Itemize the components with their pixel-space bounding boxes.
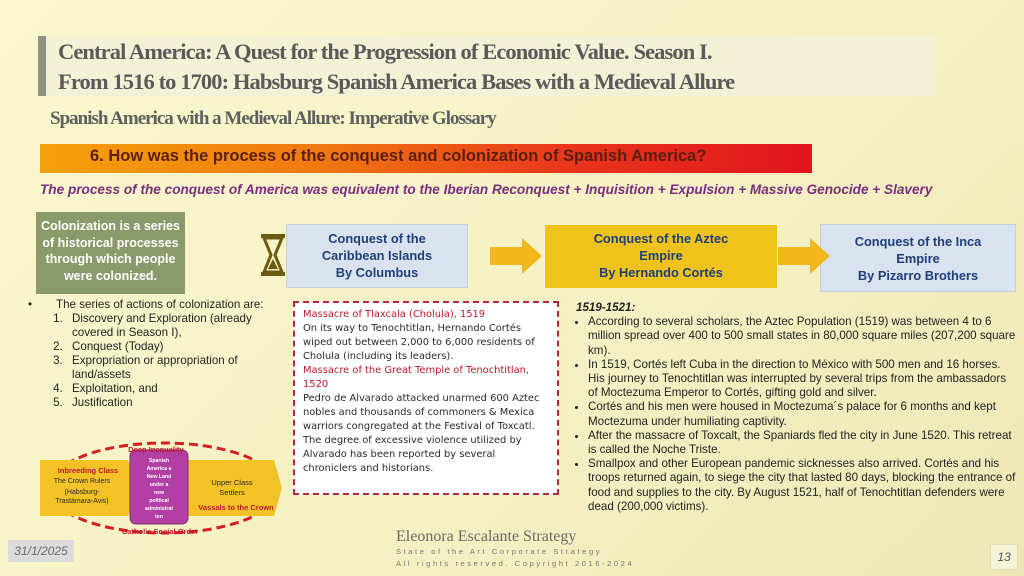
series-intro: The series of actions of colonization are:	[56, 298, 264, 311]
timeline-notes	[576, 301, 1016, 514]
slide-title-line2: From 1516 to 1700: Habsburg Spanish America Bases with a Medieval Allure	[58, 69, 735, 94]
massacre-body: Pedro de Alvarado attacked unarmed 600 Aztec nobles and thousands of commoners & Mexica warriors congregated at the Festival of Toxcatl. The degree of excessive violence utilized by Alvarado has been reported by several chroniclers and historians.	[303, 393, 540, 474]
flow-step-line: Empire	[896, 251, 940, 266]
list-item: 3. Expropriation or appropriation of land/assets	[66, 354, 282, 382]
brand-name: Eleonora Escalante Strategy	[396, 528, 577, 545]
massacre-title: Massacre of Tlaxcala (Cholula), 1519	[303, 309, 486, 320]
timeline-heading: 1519-1521:	[576, 301, 636, 314]
left-label: Inbreeding Class	[57, 466, 119, 475]
bottom-label: Catholic Social Order	[121, 527, 199, 536]
right-box-line: Settlers	[219, 488, 245, 497]
slide-date: 31/1/2025	[8, 540, 74, 562]
flow-step-line: Conquest of the Inca	[854, 234, 982, 249]
center-line: Spanish	[148, 458, 170, 464]
massacre-notes-box	[293, 301, 559, 495]
center-line: under a	[149, 482, 169, 488]
left-box-line: Trastámara-Avis)	[55, 498, 109, 505]
massacre-body: On its way to Tenochtitlan, Hernando Cortés wiped out between 2,000 to 6,000 residents of Cholula (including its leaders).	[303, 323, 535, 362]
left-box-line: (Habsburg-	[64, 489, 100, 496]
flow-step-line: By Columbus	[335, 265, 419, 280]
hourglass-icon	[260, 233, 286, 277]
top-label: Deep Inequality	[128, 445, 184, 454]
list-item: • Cortés and his men were housed in Moctezuma´s palace for 6 months and kept Moctezuma under humiliating captivity.	[588, 400, 1016, 428]
right-label: Vassals to the Crown	[198, 503, 274, 512]
flow-step-aztec	[545, 225, 777, 288]
flow-step-line: Empire	[639, 248, 683, 263]
center-line: America a	[146, 466, 172, 472]
list-item: 1. Discovery and Exploration (already covered in Season I),	[66, 312, 282, 340]
list-item: 4. Exploitation, and	[66, 382, 282, 396]
bullet-icon: •	[28, 298, 33, 311]
center-line: ion	[155, 514, 163, 520]
right-arrow-icon	[778, 238, 830, 274]
title-accent-bar	[38, 36, 46, 96]
question-text: 6. How was the process of the conquest and colonization of Spanish America?	[90, 147, 707, 165]
colonization-definition-box: Colonization is a series of historical processes through which people were colonized.	[36, 212, 185, 294]
center-line: political	[149, 498, 169, 504]
flow-step-line: By Pizarro Brothers	[857, 268, 979, 283]
flow-step-line: Caribbean Islands	[321, 248, 433, 263]
left-box-line: The Crown Rulers	[53, 478, 111, 485]
flow-step-inca	[820, 224, 1016, 292]
copyright-notice: All rights reserved. Copyright 2016-2024	[396, 559, 635, 568]
massacre-title: Massacre of the Great Temple of Tenochtitlan, 1520	[303, 365, 530, 390]
list-item: • In 1519, Cortés left Cuba in the direction to México with 500 men and 16 horses. His journey to Tenochtitlan was interrupted by several trips from the ambassadors of Moctezuma Emperor to Cortés, gifting gold and silver.	[588, 358, 1016, 401]
center-line: administrat	[145, 506, 173, 512]
center-line: new	[153, 490, 165, 496]
brand-tagline: State of the Art Corporate Strategy	[396, 547, 603, 556]
intro-statement: The process of the conquest of America was equivalent to the Iberian Reconquest + Inquisition + Expulsion + Massive Genocide + Slavery	[40, 182, 933, 197]
right-box-line: Upper Class	[211, 478, 253, 487]
list-item: • After the massacre of Toxcalt, the Spaniards fled the city in June 1520. This retreat is called the Noche Triste.	[588, 429, 1016, 457]
list-item: • Smallpox and other European pandemic sicknesses also arrived. Cortés and his troops returned again, to siege the city that lasted 80 days, blocking the entrance of food and supplies to the city. By August 1521, half of Tenochtitlan defenders were dead (200,000 victims).	[588, 457, 1016, 514]
list-item: 2. Conquest (Today)	[66, 340, 282, 354]
flow-step-line: Conquest of the	[328, 231, 426, 246]
slide-title-line1: Central America: A Quest for the Progression of Economic Value. Season I.	[58, 39, 712, 64]
page-number: 13	[990, 544, 1018, 570]
list-item: 5. Justification	[66, 396, 282, 410]
flow-step-line: Conquest of the Aztec	[593, 231, 729, 246]
center-line: New Land	[146, 474, 172, 480]
slide-subtitle: Spanish America with a Medieval Allure: Imperative Glossary	[50, 108, 496, 129]
flow-step-caribbean	[286, 224, 468, 288]
colonization-actions-list	[20, 298, 282, 410]
right-arrow-icon	[490, 238, 542, 274]
list-item: • According to several scholars, the Aztec Population (1519) was between 4 to 6 million spread over 400 to 500 small states in 80,000 square miles (207,200 square km).	[588, 315, 1016, 358]
social-order-diagram	[36, 438, 286, 538]
slide-title	[58, 37, 938, 97]
flow-step-line: By Hernando Cortés	[599, 265, 723, 280]
